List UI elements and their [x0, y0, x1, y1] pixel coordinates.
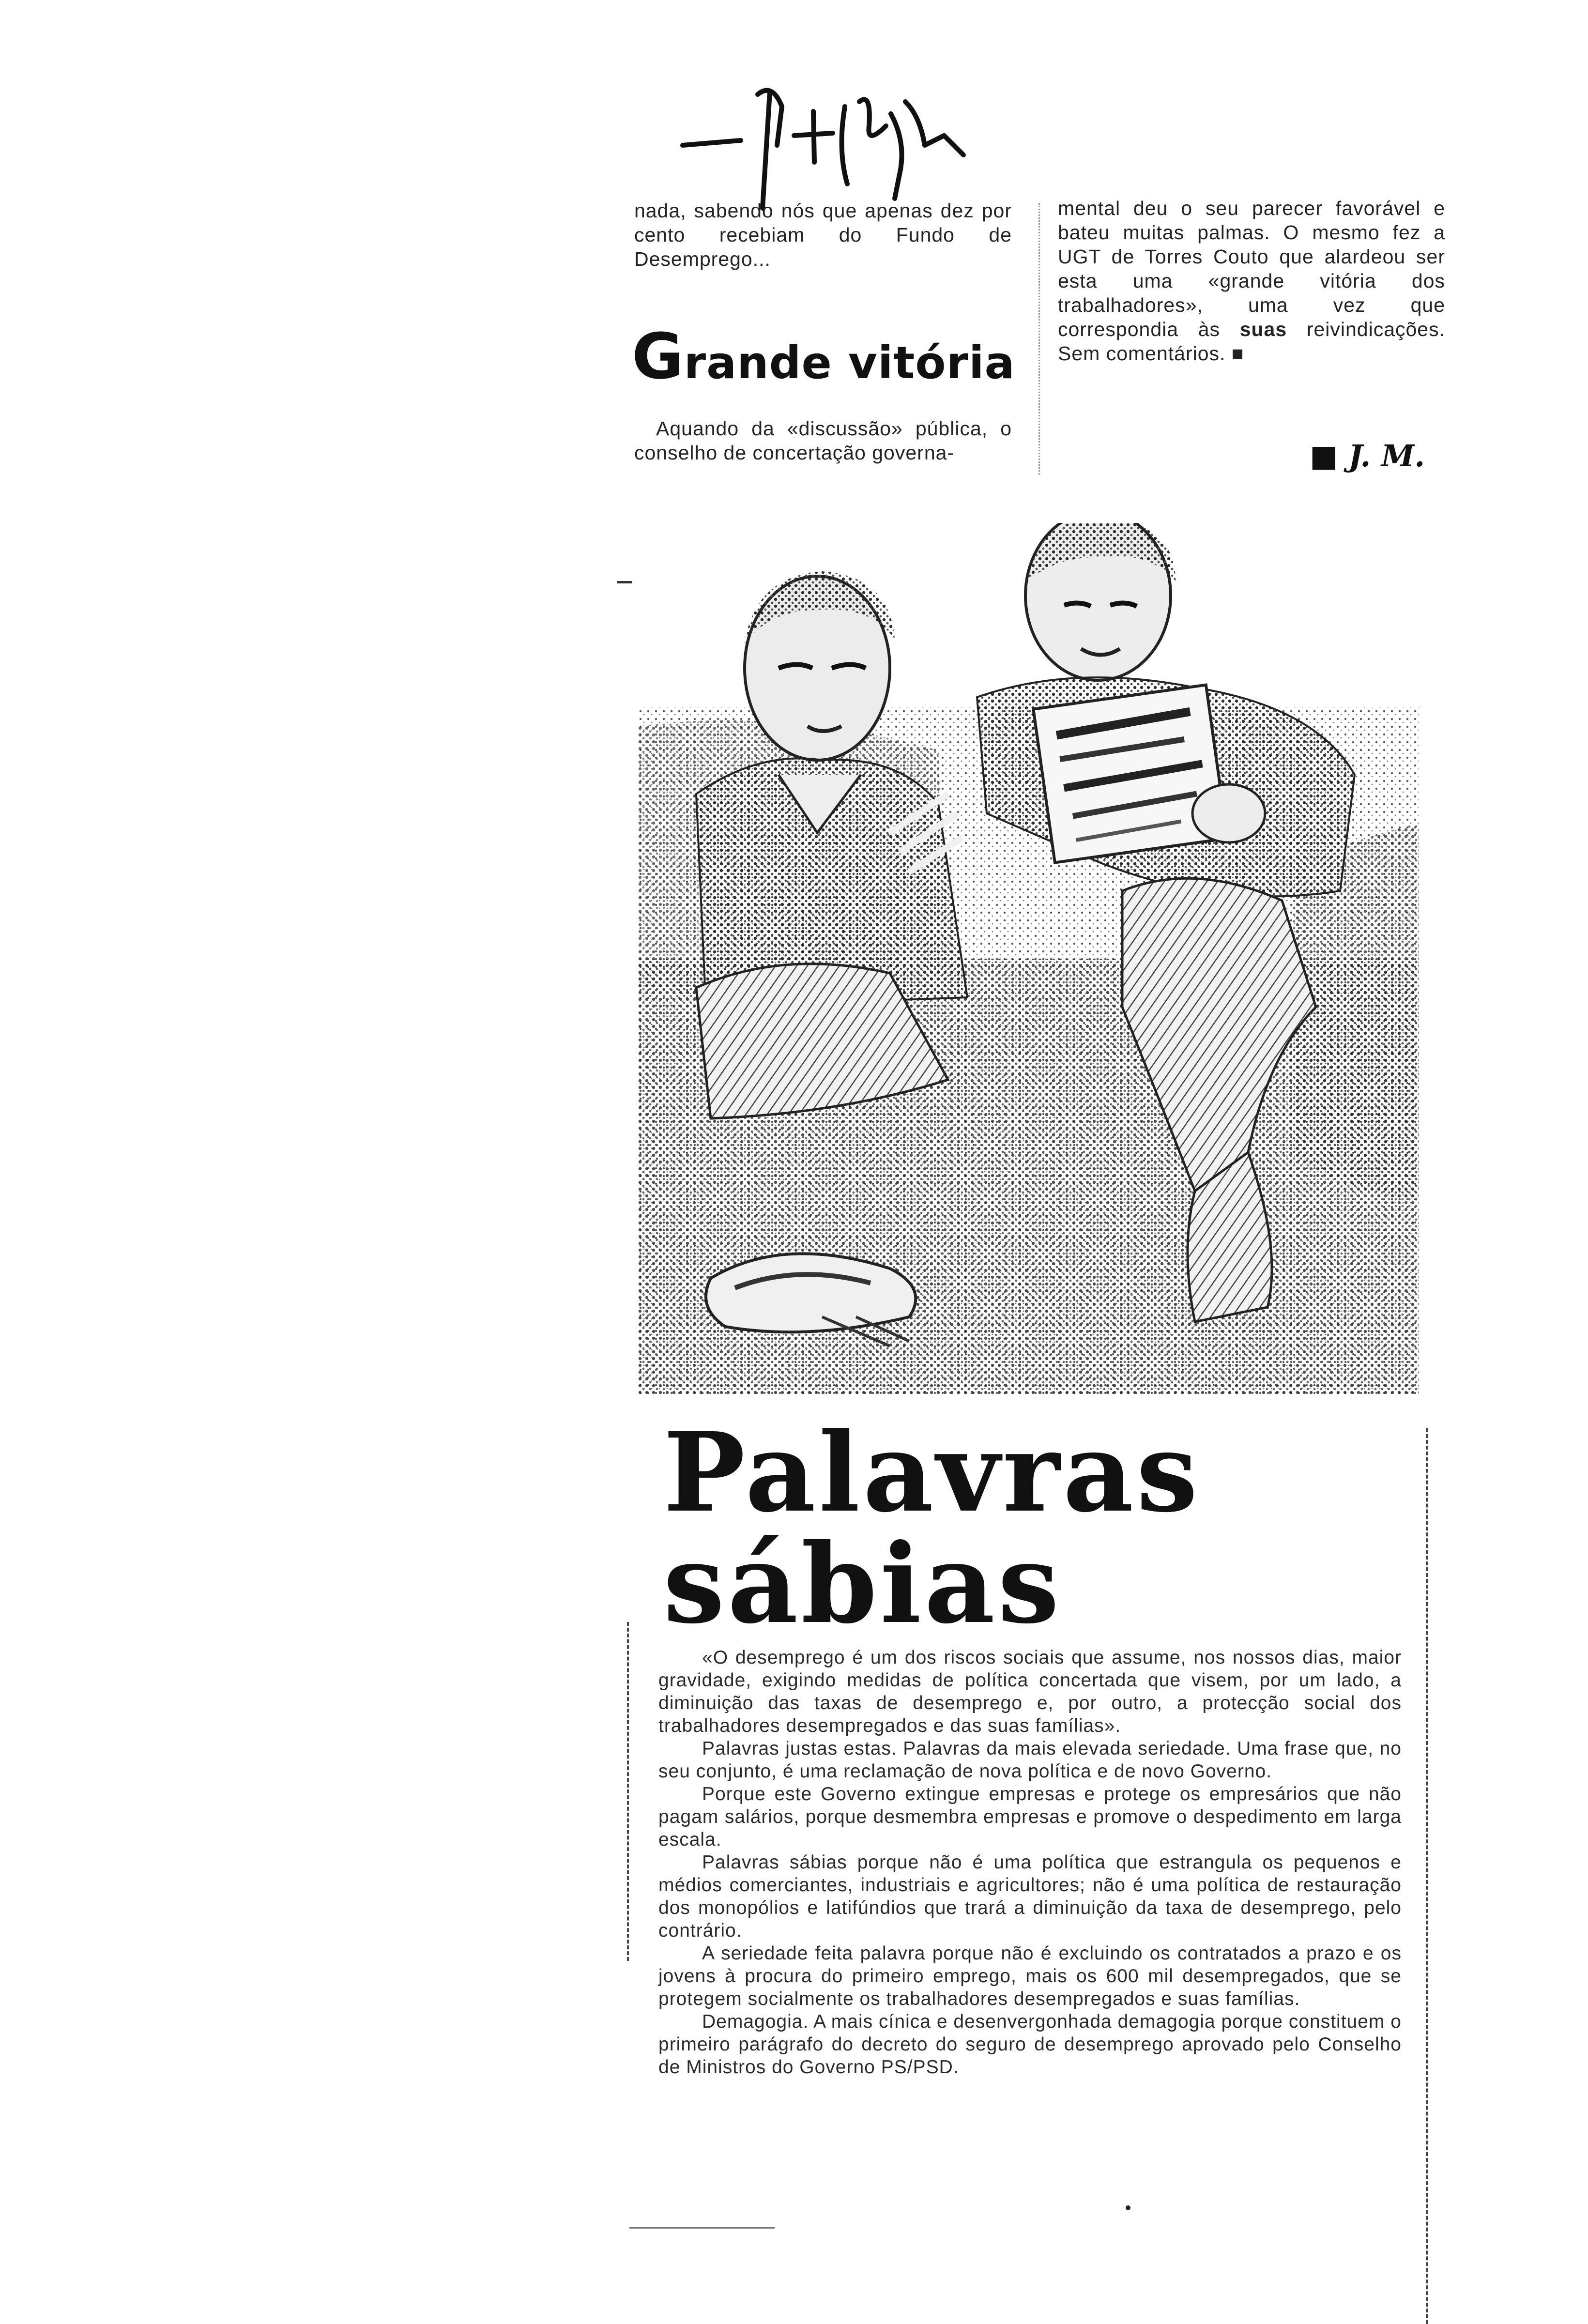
article-body — [658, 1646, 1402, 2079]
article-paragraph: Porque este Governo extingue empresas e protege os empresários que não pagam salários, porque desmembra empresas e promove o despedimento em larga escala. — [658, 1784, 1402, 1850]
headline-line-1: Palavras — [663, 1409, 1201, 1537]
author-signature: ■ J. M. — [1310, 438, 1425, 474]
bottom-rule — [629, 2227, 775, 2229]
column-divider — [1038, 203, 1040, 474]
subhead-grande-vitoria — [632, 320, 1015, 393]
left-margin-line — [627, 1622, 629, 1961]
subhead-text: rande vitória — [684, 337, 1015, 389]
news-photo — [638, 523, 1419, 1394]
article-paragraph: A seriedade feita palavra porque não é excluindo os contratados a prazo e os jovens à procura do primeiro emprego, mais os 600 mil desempregados, que se protegem socialmente os trabalhadores desempregados e suas famílias. — [658, 1943, 1402, 2009]
left-column-top-text: nada, sabendo nós que apenas dez por cento recebiam do Fundo de Desemprego... — [634, 199, 1012, 270]
article-paragraph: «O desemprego é um dos riscos sociais que assume, nos nossos dias, maior gravidade, exigindo medidas de política concertada que visem, por um lado, a diminuição das taxas de desemprego e, por outro, a protecção social dos trabalhadores desempregados e das suas famílias». — [658, 1647, 1402, 1736]
right-column-text — [1058, 196, 1445, 366]
right-column-bold-word: suas — [1239, 318, 1287, 340]
margin-mark — [617, 581, 632, 583]
subhead-initial: G — [632, 320, 684, 393]
left-column-bottom-text: Aquando da «discussão» pública, o conselho de concertação governa- — [634, 417, 1012, 464]
right-column-text-start: mental deu o seu parecer favorável e bateu muitas palmas. O mesmo fez a UGT de Torres Couto que alardeou ser esta uma «grande vitória dos trabalhadores», uma vez que correspondia às — [1058, 197, 1445, 340]
right-margin-line — [1426, 1428, 1428, 2324]
end-dot — [1126, 2205, 1130, 2210]
headline-line-2: sábias — [663, 1520, 1062, 1648]
handwritten-annotation — [673, 73, 973, 218]
article-paragraph: Palavras justas estas. Palavras da mais elevada seriedade. Uma frase que, no seu conjunto, é uma reclamação de nova política e de novo Governo. — [658, 1738, 1402, 1782]
article-paragraph: Palavras sábias porque não é uma política que estrangula os pequenos e médios comerciantes, industriais e agricultores; não é uma política de restauração dos monopólios e latifúndios que trará a diminuição da taxa de desemprego, pelo contrário. — [658, 1852, 1402, 1941]
article-paragraph: Demagogia. A mais cínica e desenvergonhada demagogia porque constituem o primeiro parágrafo do decreto do seguro de desemprego aprovado pelo Conselho de Ministros do Governo PS/PSD. — [658, 2011, 1402, 2078]
right-column-text-end: reivindicações. Sem comentários. ■ — [1058, 318, 1445, 365]
